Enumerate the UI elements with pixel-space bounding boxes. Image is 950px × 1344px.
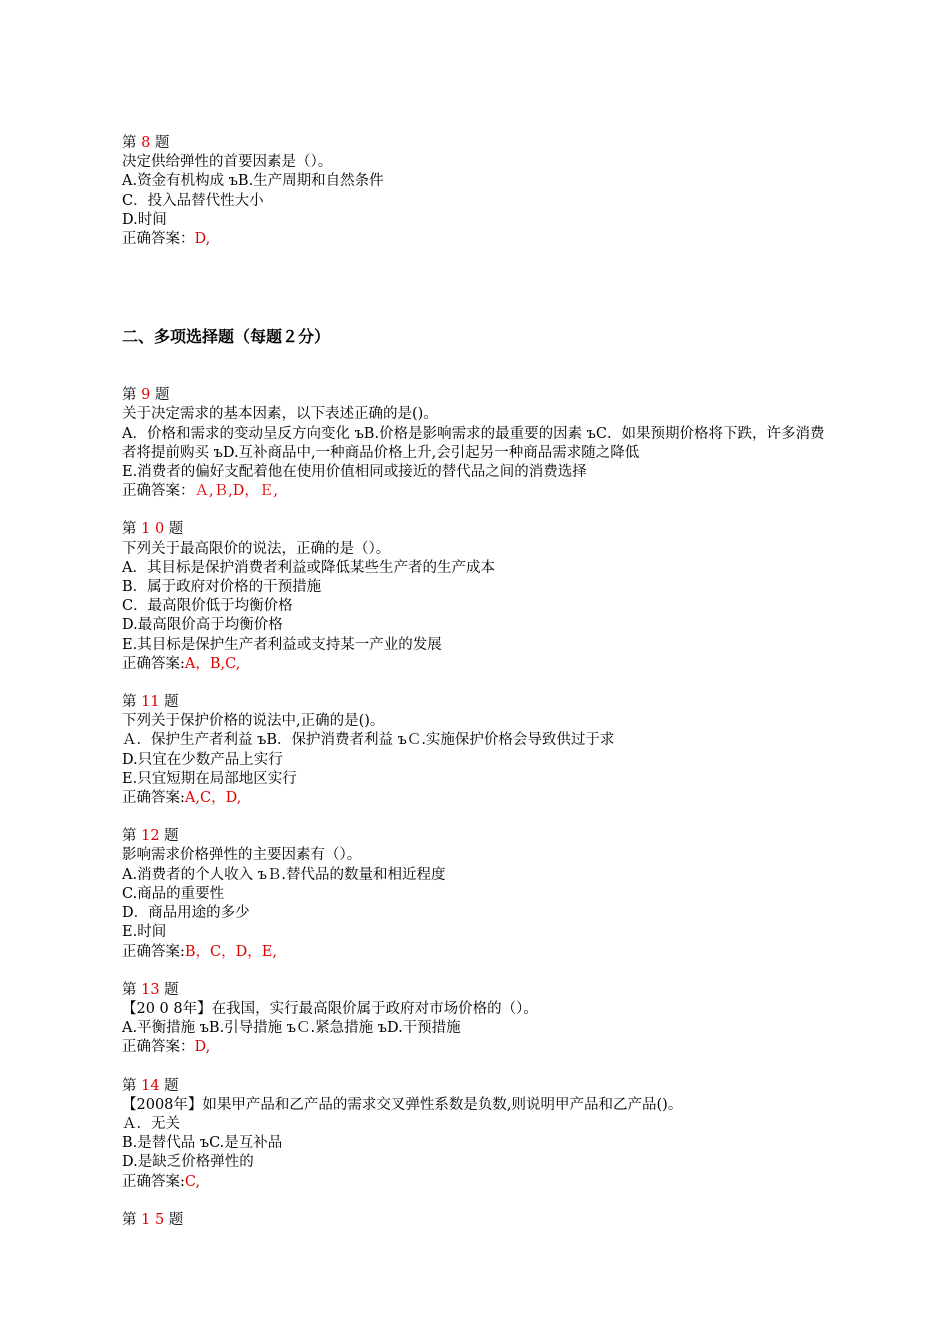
question-11 xyxy=(122,693,832,808)
option-line: E.时间 xyxy=(122,924,167,941)
question-14 xyxy=(122,1077,832,1192)
question-number: 第 9 题 xyxy=(122,387,170,404)
question-number: 第 14 题 xyxy=(122,1077,179,1094)
option-line: Ａ．保护生产者利益 ъB．保护消费者利益 ъＣ.实施保护价格会导致供过于求 xyxy=(122,732,615,749)
question-stem: 下列关于最高限价的说法，正确的是（）。 xyxy=(122,540,391,557)
question-number-value: 12 xyxy=(141,828,160,845)
option-line: D．商品用途的多少 xyxy=(122,905,250,922)
question-number-value: 13 xyxy=(141,981,160,998)
option-line: B．属于政府对价格的干预措施 xyxy=(122,579,322,596)
question-stem: 决定供给弹性的首要因素是（）。 xyxy=(122,154,333,171)
answer-line: 正确答案:A,C，D, xyxy=(122,790,242,807)
option-line: E.其目标是保护生产者利益或支持某一产业的发展 xyxy=(122,636,442,653)
option-line: A.平衡措施 ъB.引导措施 ъＣ.紧急措施 ъD.干预措施 xyxy=(122,1020,461,1037)
answer-line: 正确答案：D, xyxy=(122,1039,211,1056)
question-10 xyxy=(122,520,832,674)
question-number: 第 1 5 题 xyxy=(122,1211,184,1228)
question-number-value: 1 0 xyxy=(141,521,165,538)
question-number-value: 1 5 xyxy=(141,1211,165,1228)
answer-value: B，C，D，E, xyxy=(184,943,277,960)
document-page xyxy=(122,134,832,1230)
question-12 xyxy=(122,827,832,961)
answer-value: A,C，D, xyxy=(184,790,242,807)
question-stem: 下列关于保护价格的说法中,正确的是()。 xyxy=(122,713,385,730)
answer-line: 正确答案:C, xyxy=(122,1173,201,1190)
question-number: 第 12 题 xyxy=(122,828,179,845)
answer-line: 正确答案：D, xyxy=(122,231,211,248)
option-line: D.时间 xyxy=(122,211,167,228)
option-line: C.商品的重要性 xyxy=(122,885,225,902)
question-number-value: 8 xyxy=(141,135,151,151)
option-line: E.消费者的偏好支配着他在使用价值相同或接近的替代品之间的消费选择 xyxy=(122,464,587,481)
question-number: 第 1 0 题 xyxy=(122,521,184,538)
question-number-value: 9 xyxy=(141,387,151,404)
question-number: 第 8 题 xyxy=(122,135,170,151)
answer-value: D, xyxy=(194,1039,211,1056)
section-title: 二、多项选择题（每题２分） xyxy=(122,327,331,347)
answer-value: Ａ,Ｂ,D，Ｅ, xyxy=(194,483,278,500)
option-line: A．其目标是保护消费者利益或降低某些生产者的生产成本 xyxy=(122,559,495,576)
question-number: 第 11 题 xyxy=(122,694,179,711)
question-13 xyxy=(122,981,832,1058)
question-9 xyxy=(122,386,832,501)
answer-value: A，B,C, xyxy=(184,655,241,672)
question-number-value: 14 xyxy=(141,1077,160,1094)
option-line: C．投入品替代性大小 xyxy=(122,192,264,209)
answer-value: C, xyxy=(184,1173,201,1190)
question-stem: 【2008年】如果甲产品和乙产品的需求交叉弹性系数是负数,则说明甲产品和乙产品()。 xyxy=(122,1096,683,1113)
option-line: D.只宜在少数产品上实行 xyxy=(122,751,283,768)
question-stem: 【20 0 8年】在我国，实行最高限价属于政府对市场价格的（）。 xyxy=(122,1000,538,1017)
option-line: A.资金有机构成 ъB.生产周期和自然条件 xyxy=(122,173,384,190)
option-line: A.消费者的个人收入 ъＢ.替代品的数量和相近程度 xyxy=(122,866,446,883)
question-number: 第 13 题 xyxy=(122,981,179,998)
option-line: E.只宜短期在局部地区实行 xyxy=(122,770,297,787)
question-stem: 关于决定需求的基本因素，以下表述正确的是()。 xyxy=(122,406,438,423)
question-number-value: 11 xyxy=(141,694,160,711)
option-line: D.最高限价高于均衡价格 xyxy=(122,617,283,634)
option-line: C．最高限价低于均衡价格 xyxy=(122,598,293,615)
answer-line: 正确答案:A，B,C, xyxy=(122,655,241,672)
option-line: D.是缺乏价格弹性的 xyxy=(122,1154,254,1171)
option-line: Ａ．无关 xyxy=(122,1115,180,1132)
option-line: B.是替代品 ъC.是互补品 xyxy=(122,1135,283,1152)
question-8 xyxy=(122,134,832,249)
question-stem: 影响需求价格弹性的主要因素有（）。 xyxy=(122,847,362,864)
answer-line: 正确答案：Ａ,Ｂ,D，Ｅ, xyxy=(122,483,278,500)
answer-line: 正确答案:B，C，D，E, xyxy=(122,943,277,960)
question-15 xyxy=(122,1211,832,1230)
answer-value: D, xyxy=(194,231,211,248)
option-line: A．价格和需求的变动呈反方向变化 ъB.价格是影响需求的最重要的因素 ъC．如果预期价格将下跌，许多消费者将提前购买 ъD.互补商品中,一种商品价格上升,会引起另一种商品需求随之降低 xyxy=(122,425,825,461)
